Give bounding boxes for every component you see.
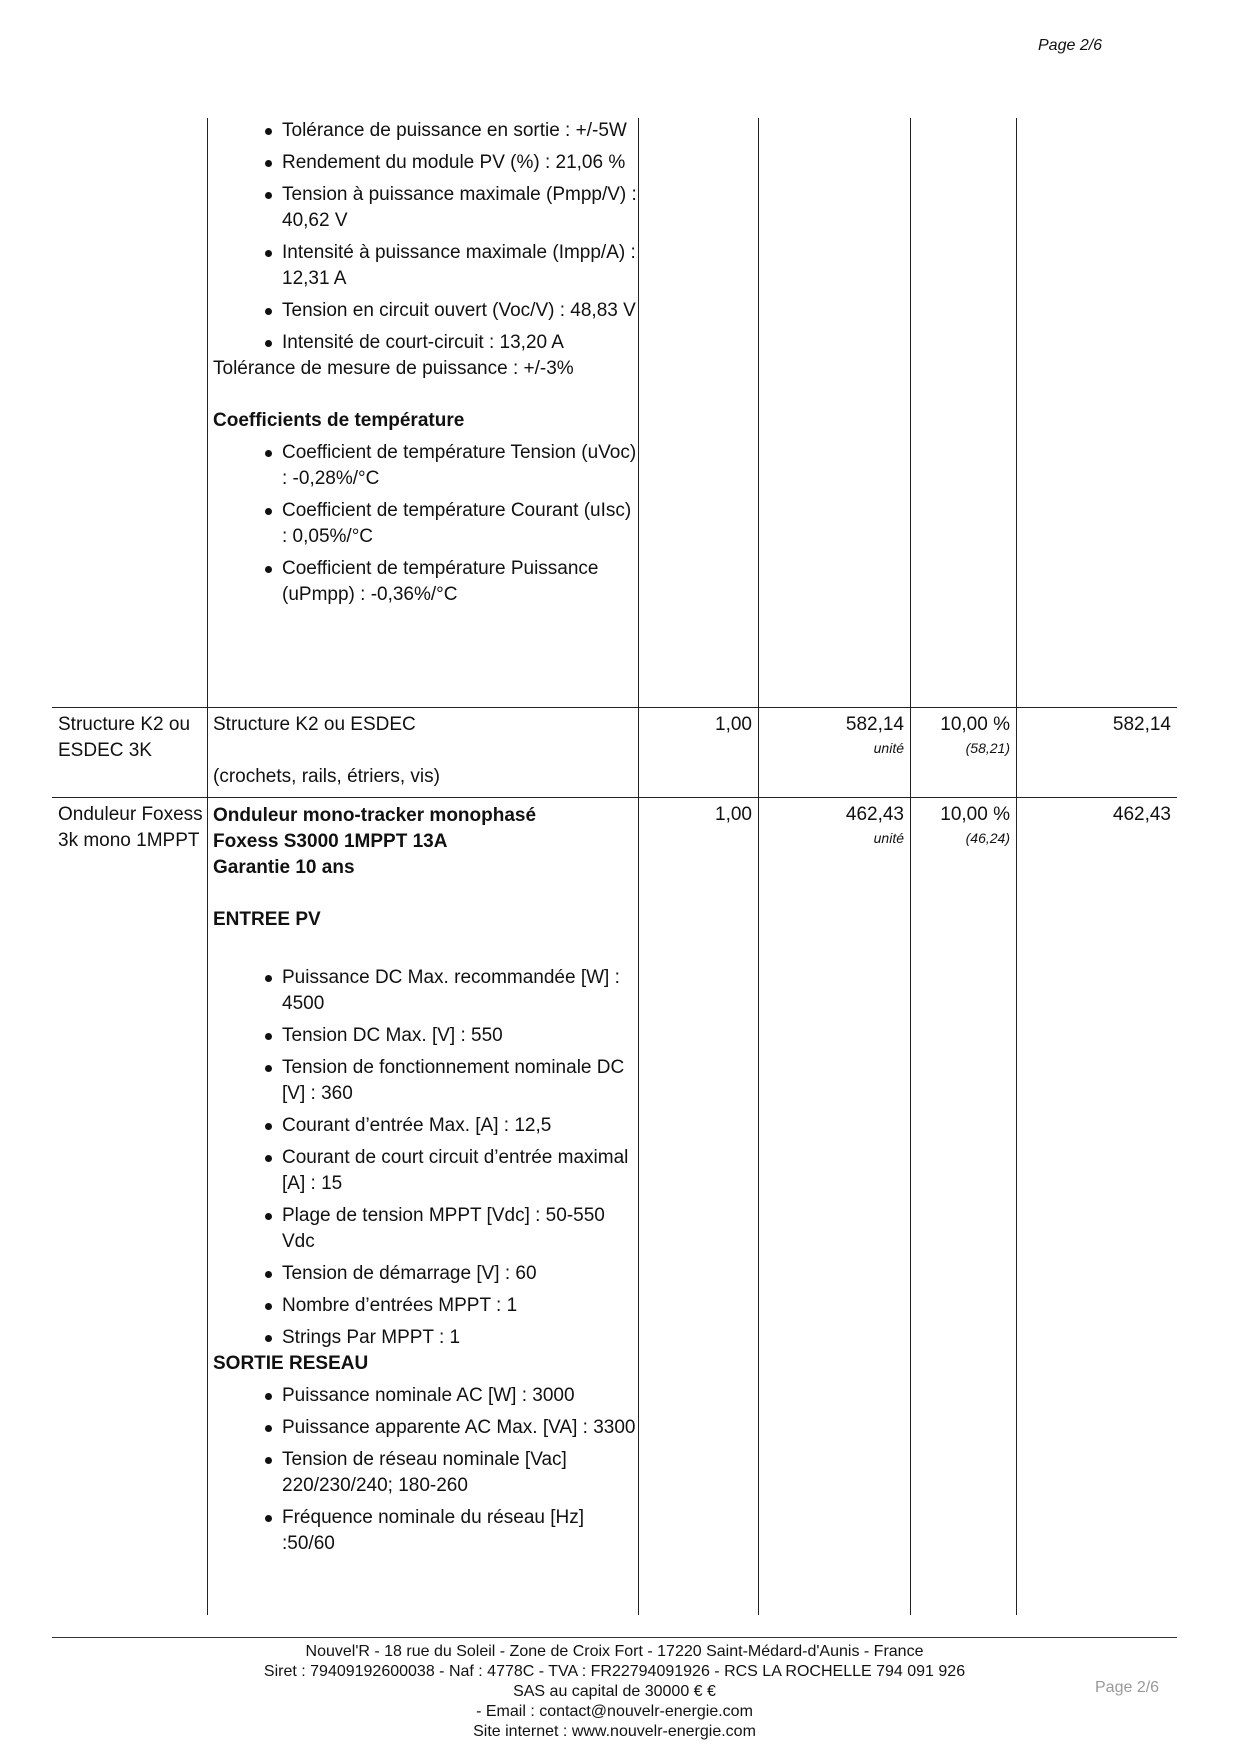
tolerance-line: Tolérance de mesure de puissance : +/-3% xyxy=(213,358,574,379)
entree-pv-bullet-list xyxy=(213,965,638,1351)
row-inverter-unit-price: 462,43 xyxy=(845,804,904,825)
coefficients-bullet-list xyxy=(213,440,638,608)
column-divider-1 xyxy=(207,118,208,1615)
row-divider-1 xyxy=(52,707,1177,708)
footer xyxy=(52,1642,1177,1742)
column-divider-3 xyxy=(758,118,759,1615)
column-divider-4 xyxy=(910,118,911,1615)
page-number-top: Page 2/6 xyxy=(1038,37,1103,54)
row-structure-total: 582,14 xyxy=(1112,714,1171,735)
list-item: Puissance DC Max. recommandée [W] : 4500 xyxy=(213,965,638,1017)
row-inverter-unit: unité xyxy=(873,830,904,846)
list-item: Coefficient de température Tension (uVoc) : -0,28%/°C xyxy=(213,440,638,492)
row-structure-title: Structure K2 ou ESDEC xyxy=(213,714,416,735)
list-item: Tolérance de puissance en sortie : +/-5W xyxy=(213,118,638,144)
list-item: Plage de tension MPPT [Vdc] : 50-550 Vdc xyxy=(213,1203,638,1255)
list-item: Tension à puissance maximale (Pmpp/V) : 40,62 V xyxy=(213,182,638,234)
list-item: Tension de réseau nominale [Vac] 220/230/240; 180-260 xyxy=(213,1447,638,1499)
specs-bullet-list xyxy=(213,118,638,356)
footer-website: Site internet : www.nouvelr-energie.com xyxy=(473,1723,756,1740)
row-inverter-title-line-2: Foxess S3000 1MPPT 13A xyxy=(213,831,448,852)
row-structure-description xyxy=(213,712,633,790)
coefficients-title: Coefficients de température xyxy=(213,410,465,431)
row-structure-tva-rate: 10,00 % xyxy=(940,714,1010,735)
footer-capital: SAS au capital de 30000 € € xyxy=(513,1683,716,1700)
sortie-reseau-bullet-list xyxy=(213,1383,638,1557)
list-item: Tension de fonctionnement nominale DC [V] : 360 xyxy=(213,1055,638,1107)
list-item: Intensité de court-circuit : 13,20 A xyxy=(213,330,638,356)
footer-address: Nouvel'R - 18 rue du Soleil - Zone de Croix Fort - 17220 Saint-Médard-d'Aunis - France xyxy=(305,1643,924,1660)
row-inverter-title-line-1: Onduleur mono-tracker monophasé xyxy=(213,805,537,826)
list-item: Nombre d’entrées MPPT : 1 xyxy=(213,1293,638,1319)
footer-divider xyxy=(52,1637,1177,1638)
row-structure-quantity: 1,00 xyxy=(715,714,752,735)
row-structure-unit-price: 582,14 xyxy=(845,714,904,735)
footer-registration: Siret : 79409192600038 - Naf : 4778C - TVA : FR22794091926 - RCS LA ROCHELLE 794 091 926 xyxy=(263,1663,966,1680)
list-item: Coefficient de température Puissance (uPmpp) : -0,36%/°C xyxy=(213,556,638,608)
continuation-description xyxy=(213,118,638,614)
list-item: Intensité à puissance maximale (Impp/A) : 12,31 A xyxy=(213,240,638,292)
row-structure-unit: unité xyxy=(873,740,904,756)
column-divider-2 xyxy=(638,118,639,1615)
row-inverter-total: 462,43 xyxy=(1112,804,1171,825)
list-item: Fréquence nominale du réseau [Hz] :50/60 xyxy=(213,1505,638,1557)
row-inverter-quantity: 1,00 xyxy=(715,804,752,825)
list-item: Puissance nominale AC [W] : 3000 xyxy=(213,1383,638,1409)
list-item: Rendement du module PV (%) : 21,06 % xyxy=(213,150,638,176)
row-inverter-description xyxy=(213,803,638,1563)
page-number-bottom: Page 2/6 xyxy=(1095,1679,1160,1696)
list-item: Strings Par MPPT : 1 xyxy=(213,1325,638,1351)
row-structure-note: (crochets, rails, étriers, vis) xyxy=(213,766,440,787)
list-item: Tension de démarrage [V] : 60 xyxy=(213,1261,638,1287)
row-inverter-label: Onduleur Foxess 3k mono 1MPPT xyxy=(58,804,203,851)
row-structure-label: Structure K2 ou ESDEC 3K xyxy=(58,714,191,761)
list-item: Courant d’entrée Max. [A] : 12,5 xyxy=(213,1113,638,1139)
list-item: Tension DC Max. [V] : 550 xyxy=(213,1023,638,1049)
list-item: Tension en circuit ouvert (Voc/V) : 48,83 V xyxy=(213,298,638,324)
entree-pv-title: ENTREE PV xyxy=(213,909,321,930)
row-divider-2 xyxy=(52,797,1177,798)
column-divider-5 xyxy=(1016,118,1017,1615)
row-inverter-tva-amount: (46,24) xyxy=(965,830,1010,846)
sortie-reseau-title: SORTIE RESEAU xyxy=(213,1353,369,1374)
list-item: Puissance apparente AC Max. [VA] : 3300 xyxy=(213,1415,638,1441)
row-inverter-tva-rate: 10,00 % xyxy=(940,804,1010,825)
list-item: Courant de court circuit d’entrée maximal [A] : 15 xyxy=(213,1145,638,1197)
row-structure-tva-amount: (58,21) xyxy=(965,740,1010,756)
list-item: Coefficient de température Courant (uIsc) : 0,05%/°C xyxy=(213,498,638,550)
footer-email: - Email : contact@nouvelr-energie.com xyxy=(476,1703,753,1720)
row-inverter-title-line-3: Garantie 10 ans xyxy=(213,857,355,878)
